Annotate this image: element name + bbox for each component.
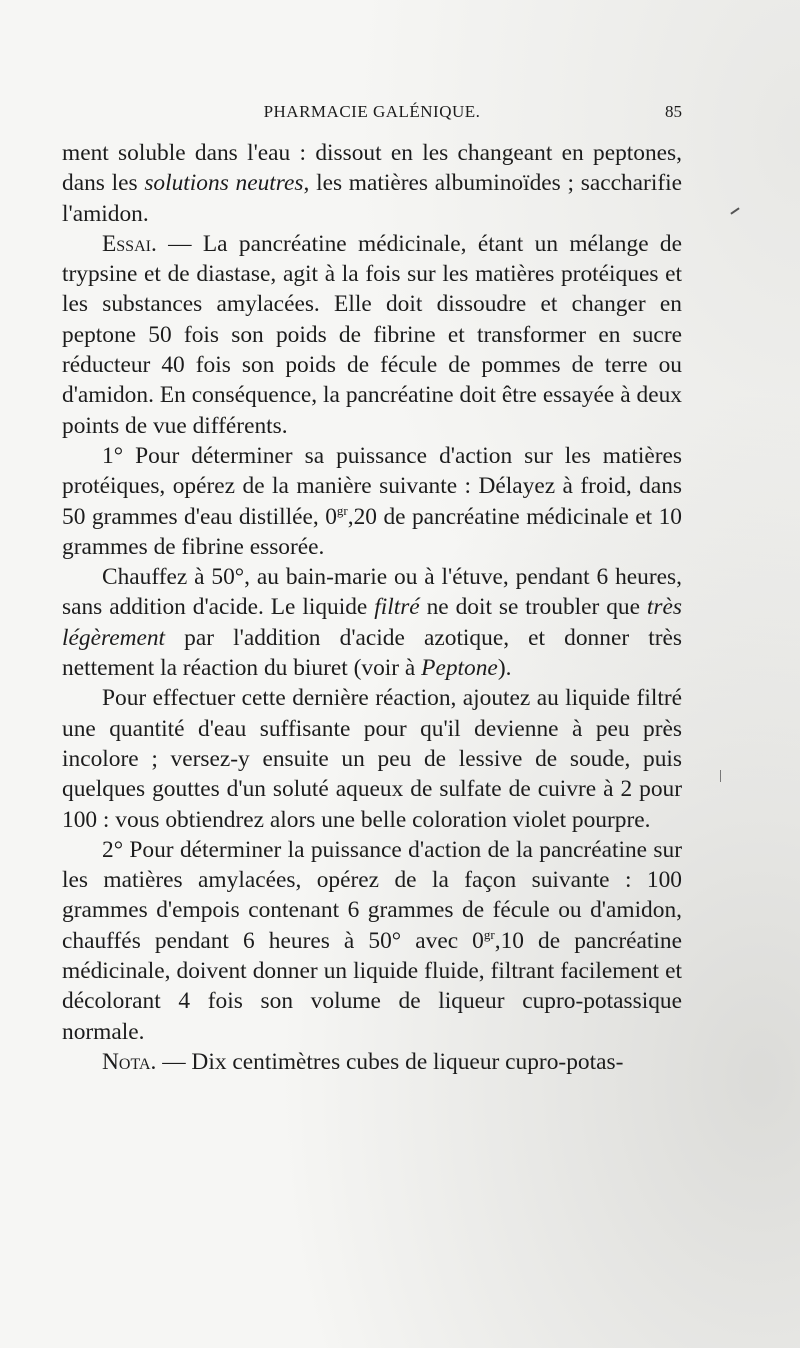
text-segment: Essai.: [102, 230, 157, 257]
text-segment: ment soluble dans l'eau : dissout en les changeant en peptones, dans les: [62, 140, 682, 197]
text-segment: par l'addition d'acide azotique, et donner très nettement la réaction du biuret (voir à: [62, 624, 682, 682]
superscript-unit: gr: [336, 502, 348, 518]
text-segment: — Dix centimètres cubes de liqueur cupro-potas-: [156, 1048, 624, 1075]
pencil-mark: [730, 207, 739, 214]
page-number: 85: [665, 102, 682, 121]
body-text: [62, 138, 682, 1077]
page-header: [62, 102, 682, 132]
paragraph: [62, 1047, 682, 1077]
pencil-mark: [720, 770, 721, 782]
text-segment: Nota.: [102, 1048, 157, 1075]
paragraph: [62, 835, 682, 1047]
text-segment: solutions neutres: [144, 170, 304, 197]
text-segment: ).: [497, 655, 512, 682]
paragraph: [62, 683, 682, 834]
superscript-unit: gr: [483, 926, 495, 942]
text-segment: filtré: [374, 594, 420, 621]
text-segment: ,20 de pancréatine médicinale et 10 grammes de fibrine essorée.: [62, 503, 682, 560]
running-head: PHARMACIE GALÉNIQUE.: [263, 102, 481, 121]
paragraph: [62, 138, 682, 229]
paragraph: [62, 441, 682, 562]
text-segment: ne doit se troubler que: [419, 594, 647, 621]
text-segment: Pour effectuer cette dernière réaction, ajoutez au liquide filtré une quantité d'eau suffisante pour qu'il devienne à peu près incolore ; versez-y ensuite un peu de lessive de soude, puis quelques gouttes d'un soluté aqueux de sulfate de cuivre à 2 pour 100 : vous obtiendrez alors une belle coloration violet pourpre.: [62, 685, 682, 833]
text-segment: , les matières albuminoïdes ; saccharifie l'amidon.: [62, 170, 682, 227]
text-segment: 1° Pour déterminer sa puissance d'action sur les matières protéiques, opérez de la manière suivante : Délayez à froid, dans 50 grammes d'eau distillée, 0: [62, 442, 682, 530]
paragraph: [62, 229, 682, 441]
text-segment: Peptone: [421, 655, 498, 682]
text-segment: Chauffez à 50°, au bain-marie ou à l'étuve, pendant 6 heures, sans addition d'acide. Le liquide: [62, 564, 682, 621]
text-segment: — La pancréatine médicinale, étant un mélange de trypsine et de diastase, agit à la fois sur les matières protéiques et les substances amylacées. Elle doit dissoudre et changer en peptone 50 fois son poids de fibrine et transformer en sucre réducteur 40 fois son poids de fécule de pommes de terre ou d'amidon. En conséquence, la pancréatine doit être essayée à deux points de vue différents.: [62, 230, 682, 439]
text-segment: très légèrement: [62, 594, 682, 651]
paragraph: [62, 562, 682, 683]
text-segment: ,10 de pancréatine médicinale, doivent donner un liquide fluide, filtrant facilement et décolorant 4 fois son volume de liqueur cupro-potassique normale.: [62, 927, 682, 1045]
text-segment: 2° Pour déterminer la puissance d'action de la pancréatine sur les matières amylacées, opérez de la façon suivante : 100 grammes d'empois contenant 6 grammes de fécule ou d'amidon, chauffés pendant 6 heures à 50° avec 0: [62, 836, 682, 954]
